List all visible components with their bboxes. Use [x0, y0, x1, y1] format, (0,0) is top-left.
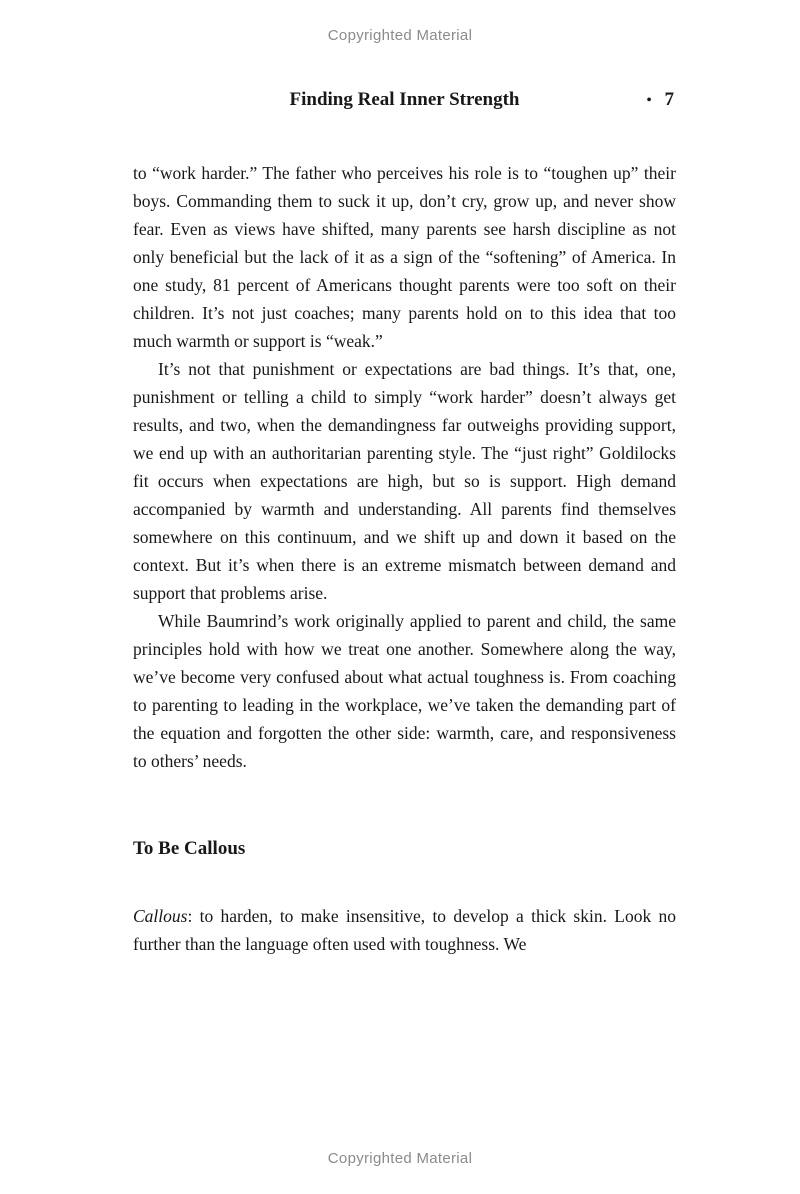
running-title: Finding Real Inner Strength	[289, 89, 520, 110]
copyright-notice-bottom: Copyrighted Material	[327, 1150, 473, 1167]
page-number	[647, 89, 674, 112]
paragraph-4	[133, 902, 676, 958]
running-header	[133, 89, 676, 111]
copyright-notice-top: Copyrighted Material	[327, 27, 473, 44]
section-heading: To Be Callous	[133, 838, 246, 859]
body-text	[133, 159, 676, 958]
paragraph-3: While Baumrind’s work originally applied to parent and child, the same principles hold with how we treat one another. Somewhere along the way, we’ve become very confused about what actual toughness is. From coaching to parenting to leading in the workplace, we’ve taken the demanding part of the equation and forgotten the other side: warmth, care, and responsiveness to others’ needs.	[133, 611, 676, 771]
page-number-value: 7	[664, 89, 674, 110]
paragraph-1: to “work harder.” The father who perceives his role is to “toughen up” their boys. Commanding them to suck it up, don’t cry, grow up, and never show fear. Even as views have shifted, many parents see harsh discipline as not only beneficial but the lack of it as a sign of the “softening” of America. In one study, 81 percent of Americans thought parents were too soft on their children. It’s not just coaches; many parents hold on to this idea that too much warmth or support is “weak.”	[133, 163, 676, 351]
bullet-separator: •	[646, 93, 652, 108]
paragraph-2: It’s not that punishment or expectations are bad things. It’s that, one, punishment or telling a child to simply “work harder” doesn’t always get results, and two, when the demandingness far outweighs providing support, we end up with an authoritarian parenting style. The “just right” Goldilocks fit occurs when expectations are high, but so is support. High demand accompanied by warmth and understanding. All parents find themselves somewhere on this continuum, and we shift up and down it based on the context. But it’s when there is an extreme mismatch between demand and support that problems arise.	[133, 359, 676, 603]
callous-paragraph-rest: : to harden, to make insensitive, to develop a thick skin. Look no further than the language often used with toughness. We	[133, 906, 676, 954]
callous-term: Callous	[133, 906, 188, 926]
